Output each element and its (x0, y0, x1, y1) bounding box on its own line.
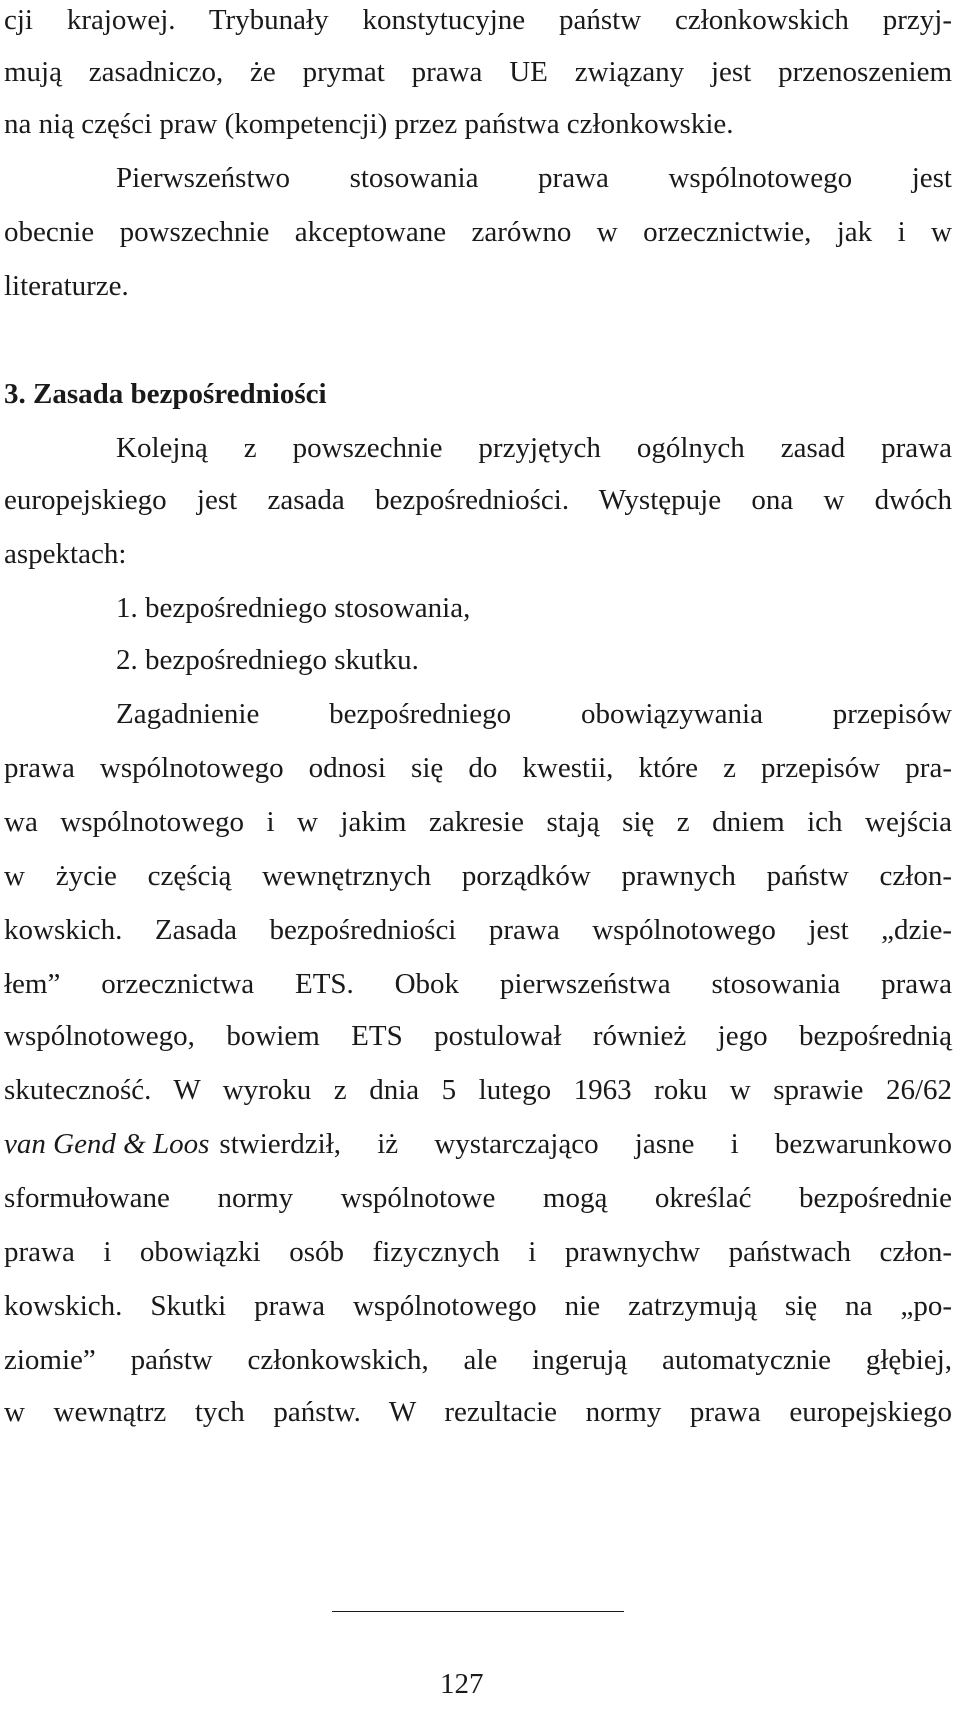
text-line: literaturze. (4, 270, 129, 302)
text-line: aspektach: (4, 538, 127, 570)
text-line: Pierwszeństwo stosowania prawa wspólnotowego jest (116, 162, 952, 194)
text-line: Kolejną z powszechnie przyjętych ogólnych zasad prawa (116, 432, 952, 464)
text-line: cji krajowej. Trybunały konstytucyjne państw członkowskich przyj- (4, 4, 952, 36)
text-line: w życie częścią wewnętrznych porządków prawnych państw człon- (4, 860, 952, 892)
case-name: van Gend & Loos (4, 1128, 210, 1160)
text-line: na nią części praw (kompetencji) przez państwa członkowskie. (4, 108, 734, 140)
text-line: w wewnątrz tych państw. W rezultacie normy prawa europejskiego (4, 1396, 952, 1428)
text-line: kowskich. Zasada bezpośredniości prawa wspólnotowego jest „dzie- (4, 914, 952, 946)
text-line: skuteczność. W wyroku z dnia 5 lutego 1963 roku w sprawie 26/62 (4, 1074, 952, 1106)
section-heading: 3. Zasada bezpośredniości (4, 378, 327, 410)
text-line: mują zasadniczo, że prymat prawa UE związany jest przenoszeniem (4, 56, 952, 88)
text-line: kowskich. Skutki prawa wspólnotowego nie zatrzymują się na „po- (4, 1290, 952, 1322)
text-line (4, 1124, 952, 1164)
text-line: prawa wspólnotowego odnosi się do kwestii, które z przepisów pra- (4, 752, 952, 784)
list-item: 2. bezpośredniego skutku. (116, 644, 419, 676)
text-line: wa wspólnotowego i w jakim zakresie stają się z dniem ich wejścia (4, 806, 952, 838)
list-item: 1. bezpośredniego stosowania, (116, 592, 471, 624)
text-line: prawa i obowiązki osób fizycznych i prawnychw państwach człon- (4, 1236, 952, 1268)
text-line: wspólnotowego, bowiem ETS postulował również jego bezpośrednią (4, 1020, 952, 1052)
text-line-rest: stwierdził, iż wystarczająco jasne i bezwarunkowo (219, 1128, 952, 1160)
text-line: sformułowane normy wspólnotowe mogą określać bezpośrednie (4, 1182, 952, 1214)
text-line: europejskiego jest zasada bezpośredniości. Występuje ona w dwóch (4, 484, 952, 516)
page-number: 127 (440, 1668, 484, 1700)
text-line: ziomie” państw członkowskich, ale ingerują automatycznie głębiej, (4, 1344, 952, 1376)
footer-rule (332, 1611, 624, 1612)
text-line: obecnie powszechnie akceptowane zarówno w orzecznictwie, jak i w (4, 216, 952, 248)
text-line: łem” orzecznictwa ETS. Obok pierwszeństwa stosowania prawa (4, 968, 952, 1000)
text-line: Zagadnienie bezpośredniego obowiązywania przepisów (116, 698, 952, 730)
